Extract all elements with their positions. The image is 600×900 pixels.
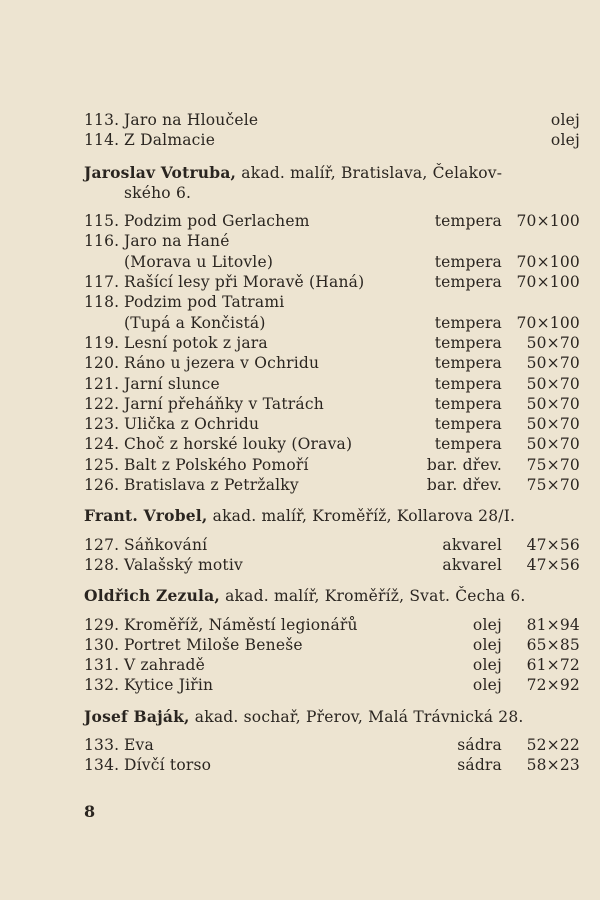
artist-heading	[84, 163, 580, 204]
entry-number: 130.	[84, 635, 120, 654]
entry-title: Sáňkování	[124, 535, 208, 554]
entry-number: 119.	[84, 333, 120, 352]
entry-number: 131.	[84, 656, 120, 675]
entry-title: Valašský motiv	[124, 555, 243, 574]
entry-medium: tempera	[434, 435, 502, 454]
catalog-entry	[84, 292, 580, 312]
artist-details: akad. malíř, Kroměříž, Svat. Čecha 6.	[225, 587, 526, 606]
artist-details-continued: ského 6.	[124, 183, 192, 202]
entry-size: 52×22	[526, 736, 580, 755]
entry-number: 116.	[84, 232, 120, 251]
entry-title: Dívčí torso	[124, 756, 212, 775]
entry-medium: olej	[550, 131, 580, 150]
catalog-entry	[84, 675, 580, 695]
entry-title: Kytice Jiřin	[124, 676, 214, 695]
catalog-entry	[84, 110, 580, 130]
entry-medium: tempera	[434, 212, 502, 231]
entry-size: 72×92	[526, 676, 580, 695]
entry-size: 47×56	[526, 535, 580, 554]
catalog-entry	[84, 353, 580, 373]
artist-name: Jaroslav Votruba,	[84, 162, 237, 182]
entry-number: 132.	[84, 676, 120, 695]
entry-medium: akvarel	[442, 535, 502, 554]
catalog-entry	[84, 455, 580, 475]
entry-size: 50×70	[526, 394, 580, 413]
entry-size: 70×100	[516, 313, 580, 332]
entry-size: 70×100	[516, 273, 580, 292]
entry-title: (Tupá a Končistá)	[124, 313, 266, 332]
artist-entries	[84, 735, 580, 776]
entry-medium: tempera	[434, 354, 502, 373]
entry-medium: olej	[472, 615, 502, 634]
entry-medium: olej	[550, 111, 580, 129]
entry-title: Choč z horské louky (Orava)	[124, 435, 353, 454]
entry-title: Kroměříž, Náměstí legionářů	[124, 615, 358, 634]
entry-size: 70×100	[516, 252, 580, 271]
entry-medium: bar. dřev.	[426, 455, 502, 474]
entry-medium: akvarel	[442, 555, 502, 574]
entry-title: Rašící lesy při Moravě (Haná)	[124, 273, 365, 292]
entry-medium: olej	[472, 635, 502, 654]
entry-medium: tempera	[434, 252, 502, 271]
catalog-entry	[84, 655, 580, 675]
entry-number: 123.	[84, 415, 120, 434]
entry-medium: tempera	[434, 333, 502, 352]
entry-medium: sádra	[457, 756, 502, 775]
catalog-entry-continued	[84, 313, 580, 333]
entry-medium: bar. dřev.	[426, 476, 502, 495]
entry-number: 121.	[84, 374, 120, 393]
catalog-page	[84, 110, 580, 776]
entry-number: 128.	[84, 555, 120, 574]
entry-size: 50×70	[526, 374, 580, 393]
entry-title: Podzim pod Tatrami	[124, 293, 285, 312]
catalog-entry	[84, 475, 580, 495]
entry-title: V zahradě	[124, 656, 206, 675]
entry-title: Jaro na Hané	[124, 232, 230, 251]
entry-number: 129.	[84, 615, 120, 634]
entry-number: 113.	[84, 111, 120, 129]
entry-number: 118.	[84, 293, 120, 312]
entry-number: 124.	[84, 435, 120, 454]
artist-heading	[84, 506, 580, 526]
entry-size: 50×70	[526, 333, 580, 352]
entry-number: 115.	[84, 212, 120, 231]
entry-title: Lesní potok z jara	[124, 333, 268, 352]
entry-medium: tempera	[434, 374, 502, 393]
entry-number: 114.	[84, 131, 120, 150]
catalog-entry	[84, 434, 580, 454]
entry-size: 81×94	[526, 615, 580, 634]
entry-title: Ulička z Ochridu	[124, 415, 260, 434]
entry-title: Balt z Polského Pomoří	[124, 455, 309, 474]
entry-number: 117.	[84, 273, 120, 292]
entry-title: Jarní slunce	[124, 374, 220, 393]
entry-medium: tempera	[434, 394, 502, 413]
artist-entries	[84, 211, 580, 495]
artist-name: Oldřich Zezula,	[84, 586, 220, 606]
entry-title: Jarní přeháňky v Tatrách	[124, 394, 324, 413]
entry-size: 50×70	[526, 354, 580, 373]
entry-title: (Morava u Litovle)	[124, 252, 274, 271]
entry-title: Portret Miloše Beneše	[124, 635, 303, 654]
entry-title: Eva	[124, 736, 154, 755]
entry-number: 122.	[84, 394, 120, 413]
entry-medium: olej	[472, 656, 502, 675]
catalog-entry	[84, 374, 580, 394]
catalog-entry-continued	[84, 252, 580, 272]
catalog-entry	[84, 211, 580, 231]
page-number: 8	[84, 802, 96, 821]
entry-number: 134.	[84, 756, 120, 775]
catalog-entry	[84, 615, 580, 635]
catalog-entry	[84, 755, 580, 775]
entry-number: 126.	[84, 476, 120, 495]
entry-medium: tempera	[434, 313, 502, 332]
catalog-entry	[84, 130, 580, 150]
catalog-entry	[84, 231, 580, 251]
entry-number: 127.	[84, 535, 120, 554]
entry-size: 61×72	[526, 656, 580, 675]
entry-medium: sádra	[457, 736, 502, 755]
entry-size: 75×70	[526, 455, 580, 474]
catalog-entry	[84, 535, 580, 555]
artist-heading	[84, 707, 580, 727]
entry-medium: tempera	[434, 415, 502, 434]
entry-size: 65×85	[526, 635, 580, 654]
entry-size: 47×56	[526, 555, 580, 574]
entry-medium: olej	[472, 676, 502, 695]
entry-medium: tempera	[434, 273, 502, 292]
entry-number: 120.	[84, 354, 120, 373]
entry-number: 133.	[84, 736, 120, 755]
catalog-entry	[84, 414, 580, 434]
entry-size: 50×70	[526, 435, 580, 454]
entry-size: 50×70	[526, 415, 580, 434]
artist-details: akad. malíř, Bratislava, Čelakov-	[241, 163, 503, 182]
entry-title: Podzim pod Gerlachem	[124, 212, 310, 231]
catalog-entry	[84, 394, 580, 414]
entry-size: 70×100	[516, 212, 580, 231]
entry-size: 58×23	[526, 756, 580, 775]
entry-title: Bratislava z Petržalky	[124, 476, 299, 495]
entry-number: 125.	[84, 455, 120, 474]
artist-entries	[84, 615, 580, 696]
entry-size: 75×70	[526, 476, 580, 495]
catalog-entry	[84, 635, 580, 655]
entry-title: Jaro na Hloučele	[124, 111, 259, 129]
artist-name: Josef Baják,	[84, 706, 190, 726]
entry-title: Z Dalmacie	[124, 131, 216, 150]
artist-entries	[84, 535, 580, 576]
catalog-entry	[84, 735, 580, 755]
artist-details: akad. malíř, Kroměříž, Kollarova 28/I.	[212, 507, 516, 526]
artist-name: Frant. Vrobel,	[84, 506, 208, 526]
catalog-entry	[84, 333, 580, 353]
artist-details: akad. sochař, Přerov, Malá Trávnická 28.	[194, 707, 524, 726]
artist-heading	[84, 586, 580, 606]
catalog-entry	[84, 555, 580, 575]
entry-title: Ráno u jezera v Ochridu	[124, 354, 320, 373]
catalog-entry	[84, 272, 580, 292]
